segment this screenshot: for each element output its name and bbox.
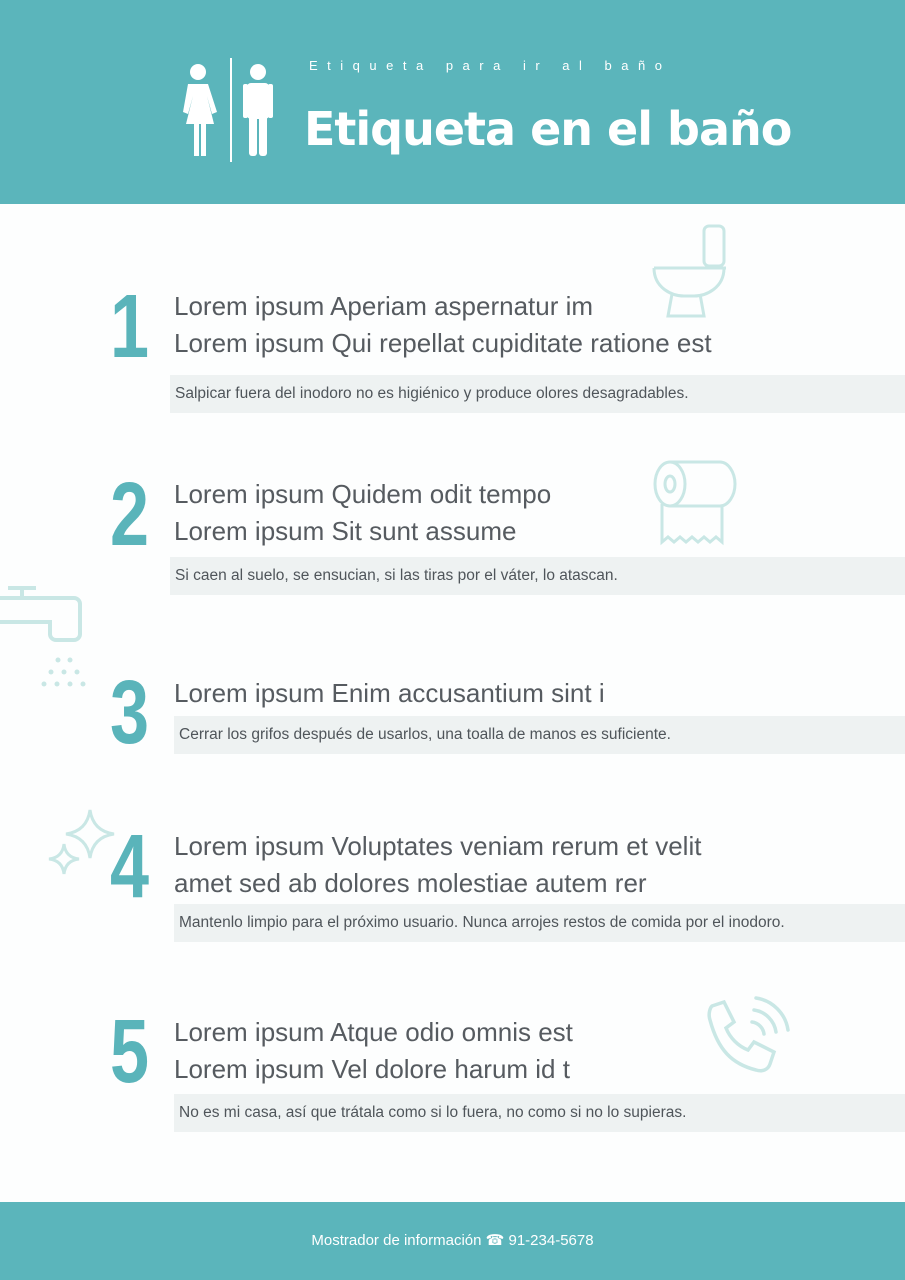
toilet-paper-icon [652, 460, 738, 548]
rule-heading: Lorem ipsum Voluptates veniam rerum et velit amet sed ab dolores molestiae autem rer [174, 831, 702, 898]
rule-number: 2 [110, 465, 150, 565]
rule-caption: Si caen al suelo, se ensucian, si las tiras por el váter, lo atascan. [170, 557, 905, 595]
faucet-icon [0, 584, 90, 690]
restroom-people-icon [176, 64, 280, 156]
rule-caption: No es mi casa, así que trátala como si lo fuera, no como si no lo supieras. [174, 1094, 905, 1132]
phone-icon [700, 994, 792, 1086]
rule-caption: Mantenlo limpio para el próximo usuario. Nunca arrojes restos de comida por el inodoro. [174, 904, 905, 942]
rule-number: 5 [110, 1002, 150, 1102]
toilet-icon [650, 224, 730, 320]
page-title: Etiqueta en el baño [304, 102, 792, 156]
rule-caption: Cerrar los grifos después de usarlos, una toalla de manos es suficiente. [174, 716, 905, 754]
rule-number: 4 [110, 817, 150, 917]
rule-heading: Lorem ipsum Enim accusantium sint i [174, 678, 605, 708]
header-banner [0, 0, 905, 204]
rule-number: 1 [110, 277, 150, 377]
rule-heading: Lorem ipsum Aperiam aspernatur im Lorem ipsum Qui repellat cupiditate ratione est [174, 291, 712, 358]
footer-info: Mostrador de información ☎ 91-234-5678 [0, 1202, 905, 1280]
rule-heading: Lorem ipsum Atque odio omnis est Lorem ipsum Vel dolore harum id t [174, 1017, 573, 1084]
header-divider [230, 58, 232, 162]
rule-caption: Salpicar fuera del inodoro no es higiénico y produce olores desagradables. [170, 375, 905, 413]
header-subtitle: Etiqueta para ir al baño [309, 58, 672, 73]
rule-number: 3 [110, 663, 150, 763]
rule-heading: Lorem ipsum Quidem odit tempo Lorem ipsum Sit sunt assume [174, 479, 552, 546]
